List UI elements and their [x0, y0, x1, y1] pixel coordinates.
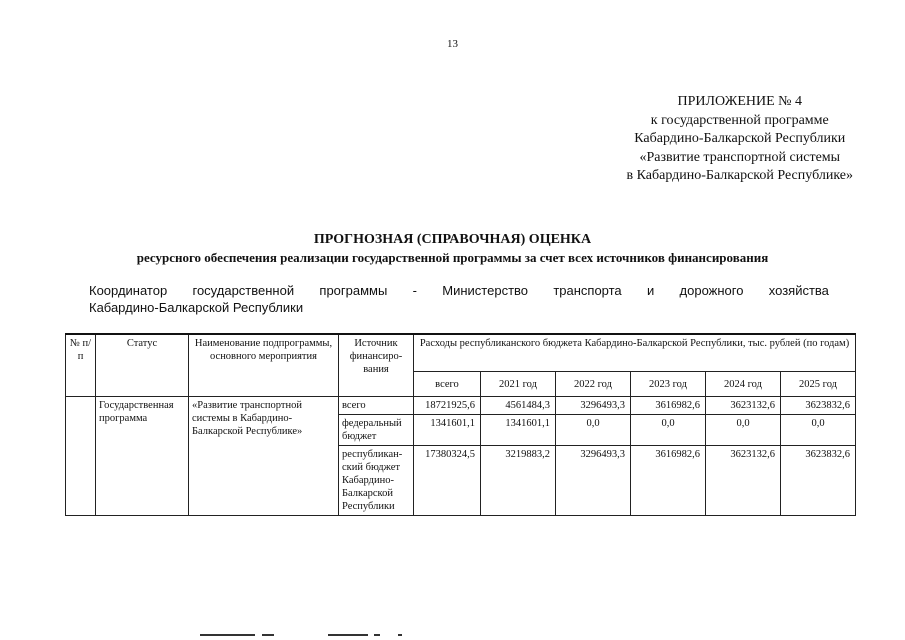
coordinator-word: -	[412, 283, 417, 298]
header-year: 2021 год	[481, 372, 556, 397]
header-source: Источник финансиро-вания	[339, 334, 414, 397]
appendix-line: «Развитие транспортной системы	[639, 149, 841, 165]
appendix-line: Кабардино-Балкарской Республики	[634, 131, 846, 146]
year-value-cell: 3296493,3	[556, 446, 631, 516]
header-year: 2023 год	[631, 372, 706, 397]
year-value-cell: 3219883,2	[481, 446, 556, 516]
header-num: № п/п	[66, 334, 96, 397]
year-value-cell: 3616982,6	[631, 397, 706, 415]
year-value-cell: 0,0	[781, 415, 856, 446]
header-year: 2025 год	[781, 372, 856, 397]
coordinator-word: хозяйства	[768, 283, 829, 298]
year-value-cell: 3623832,6	[781, 397, 856, 415]
program-name-cell: «Развитие транспортной системы в Кабардино-Балкарской Республике»	[189, 397, 339, 516]
scan-artifact	[200, 634, 410, 637]
scan-mark	[398, 634, 402, 636]
scan-mark	[200, 634, 255, 636]
coordinator-word: транспорта	[553, 283, 622, 298]
year-value-cell: 1341601,1	[481, 415, 556, 446]
total-cell: 1341601,1	[414, 415, 481, 446]
status-cell: Государственная программа	[96, 397, 189, 516]
appendix-line: ПРИЛОЖЕНИЕ № 4	[677, 94, 803, 109]
coordinator-word: Координатор	[89, 283, 168, 298]
coordinator-word: программы	[319, 283, 388, 298]
source-cell: всего	[339, 397, 414, 415]
scan-mark	[262, 634, 274, 636]
coordinator-word: государственной	[192, 283, 295, 298]
header-expenses: Расходы республиканского бюджета Кабардино-Балкарской Республики, тыс. рублей (по годам)	[414, 334, 856, 372]
appendix-header	[627, 93, 853, 186]
coordinator-text	[89, 282, 829, 316]
coordinator-word: дорожного	[679, 283, 744, 298]
source-cell: республикан-ский бюджет Кабардино-Балкарской Республики	[339, 446, 414, 516]
scan-mark	[374, 634, 380, 636]
coordinator-line	[89, 282, 829, 299]
header-year: 2024 год	[706, 372, 781, 397]
total-cell: 18721925,6	[414, 397, 481, 415]
document-subtitle: ресурсного обеспечения реализации государственной программы за счет всех источников финансирования	[136, 250, 769, 265]
year-value-cell: 4561484,3	[481, 397, 556, 415]
year-value-cell: 3296493,3	[556, 397, 631, 415]
year-value-cell: 3616982,6	[631, 446, 706, 516]
header-year: 2022 год	[556, 372, 631, 397]
total-cell: 17380324,5	[414, 446, 481, 516]
document-title: ПРОГНОЗНАЯ (СПРАВОЧНАЯ) ОЦЕНКА	[313, 232, 592, 247]
table-row	[66, 397, 856, 415]
year-value-cell: 0,0	[706, 415, 781, 446]
year-value-cell: 3623132,6	[706, 446, 781, 516]
year-value-cell: 3623132,6	[706, 397, 781, 415]
page-number: 13	[447, 38, 458, 50]
row-num-cell	[66, 397, 96, 516]
scan-mark	[328, 634, 368, 636]
header-total: всего	[414, 372, 481, 397]
year-value-cell: 3623832,6	[781, 446, 856, 516]
header-name: Наименование подпрограммы, основного мероприятия	[189, 334, 339, 397]
source-cell: федеральный бюджет	[339, 415, 414, 446]
year-value-cell: 0,0	[631, 415, 706, 446]
budget-table	[65, 333, 856, 516]
header-status: Статус	[96, 334, 189, 397]
appendix-line: к государственной программе	[650, 112, 829, 128]
coordinator-word: Министерство	[442, 283, 529, 298]
appendix-line: в Кабардино-Балкарской Республике»	[626, 168, 853, 183]
coordinator-word: и	[646, 283, 655, 298]
table-header-row	[66, 334, 856, 372]
year-value-cell: 0,0	[556, 415, 631, 446]
coordinator-line: Кабардино-Балкарской Республики	[89, 300, 304, 315]
